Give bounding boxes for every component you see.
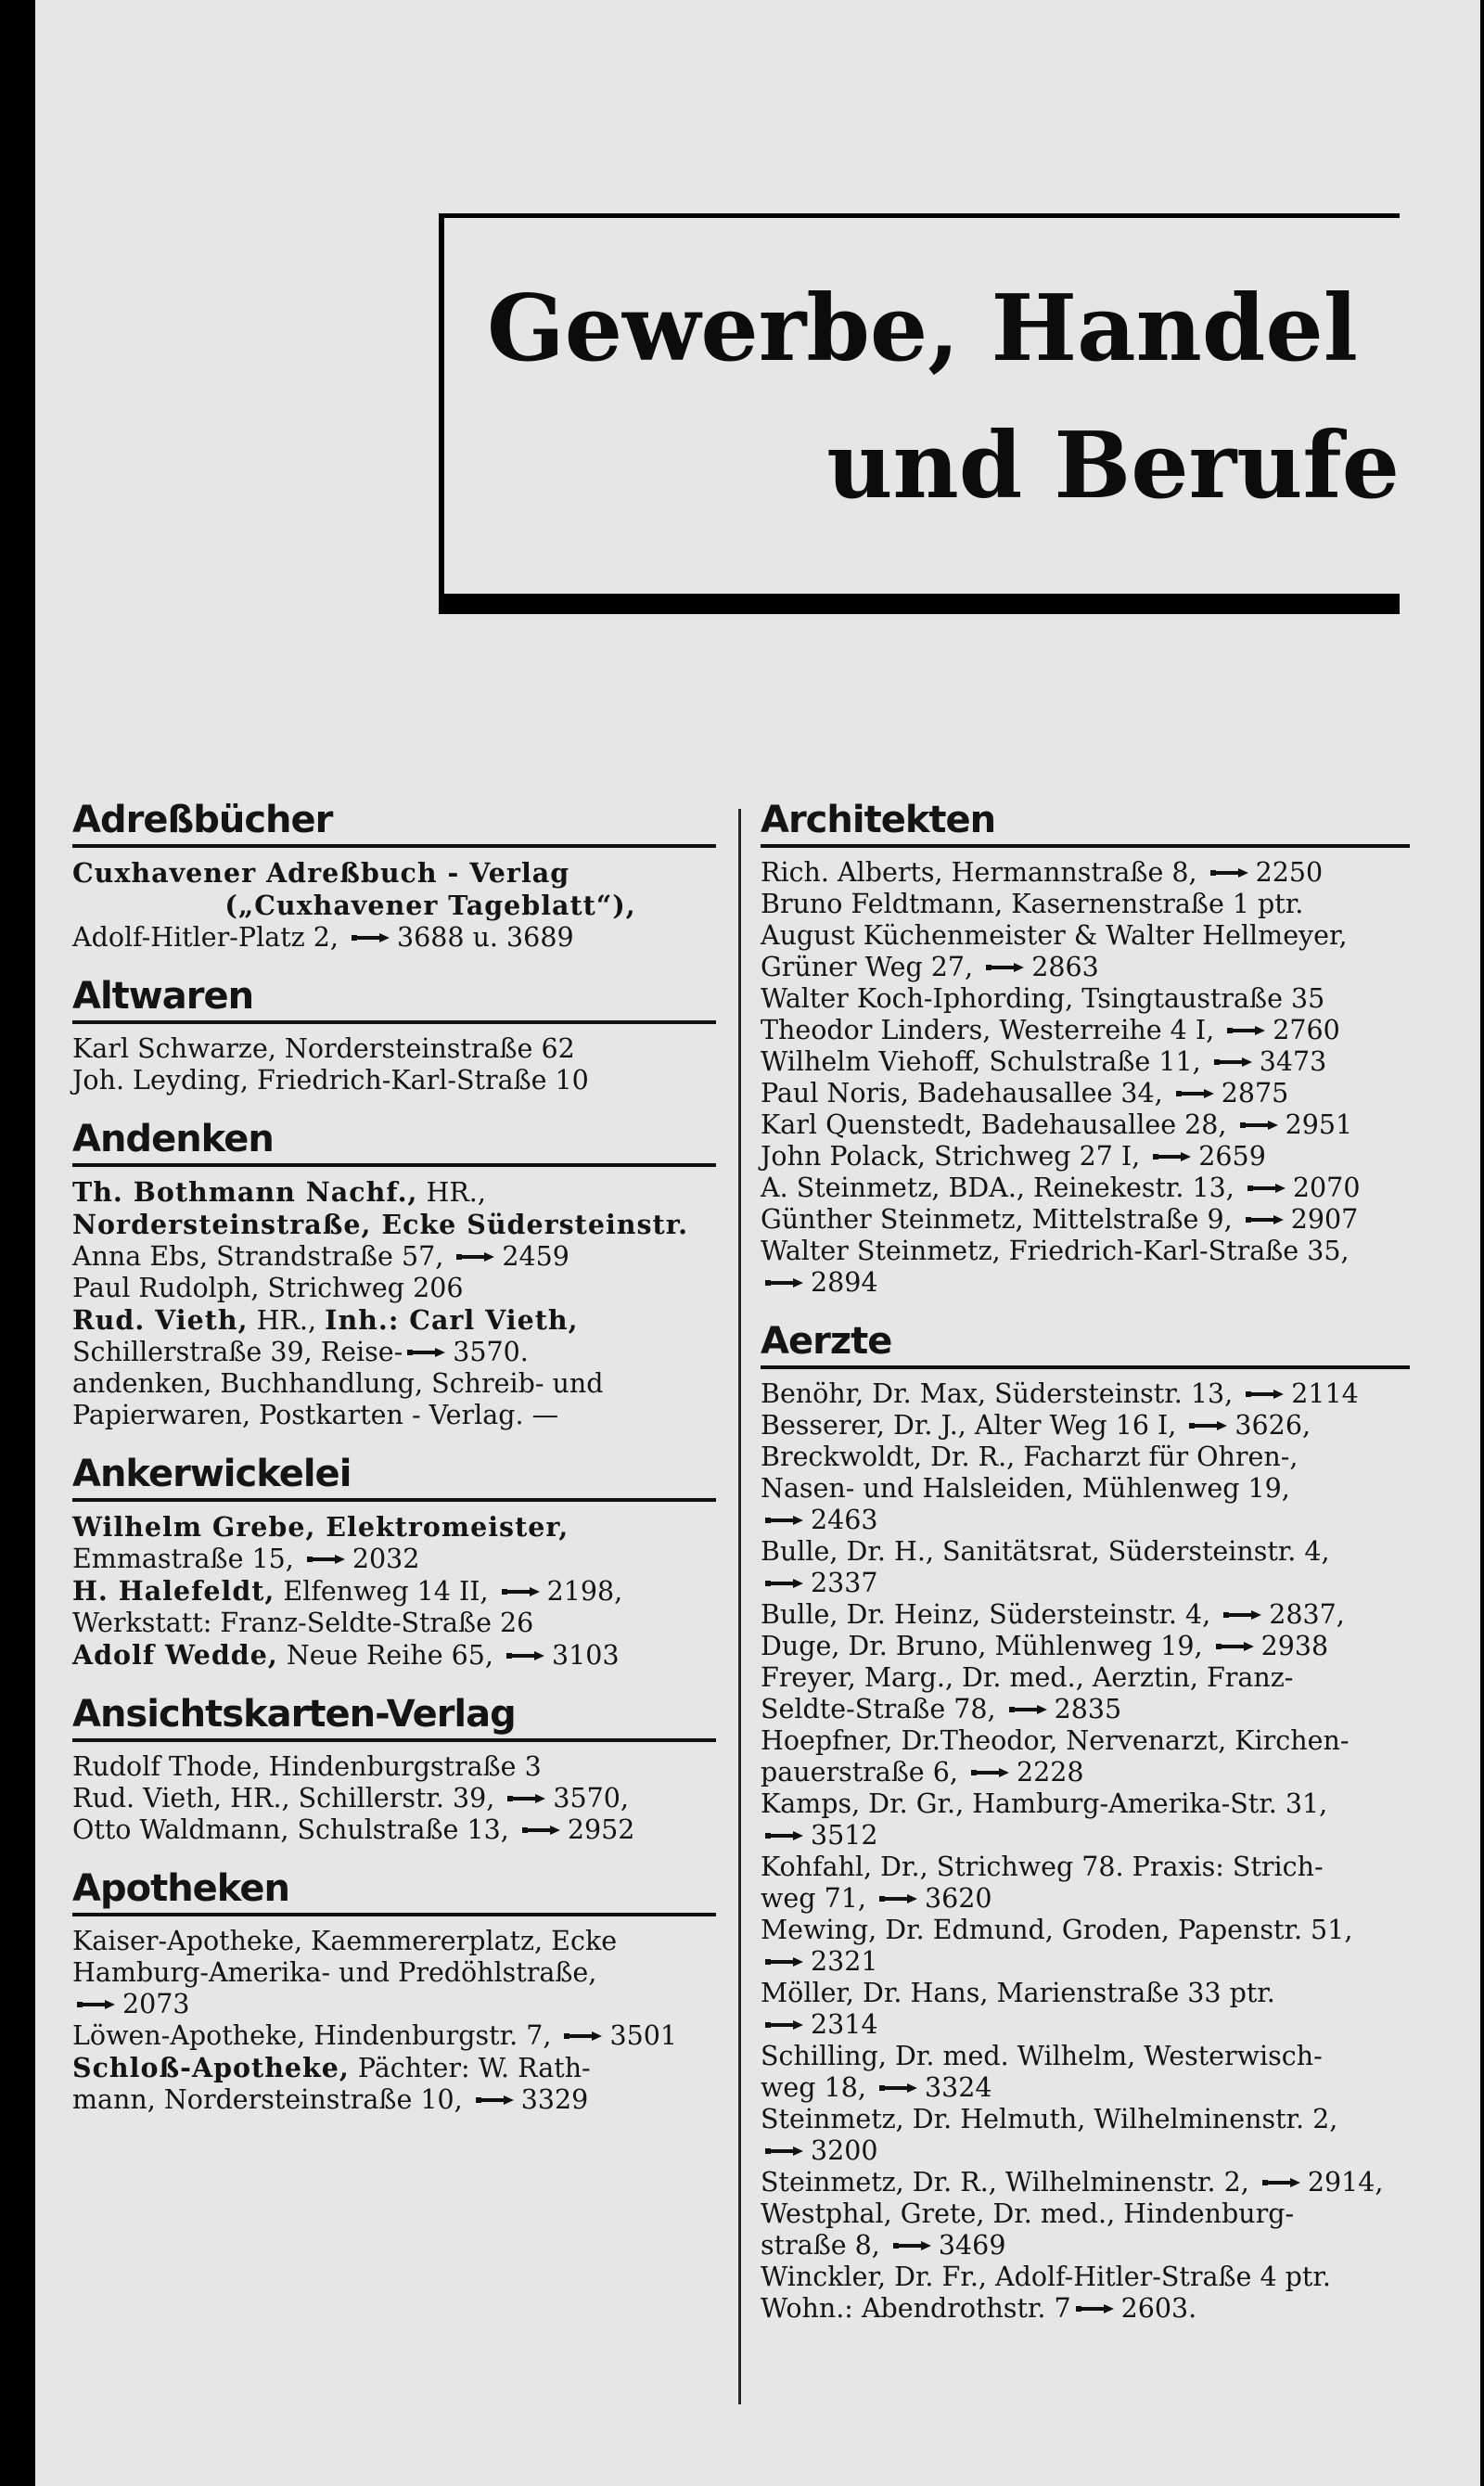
entry-line <box>761 889 1410 920</box>
directory-entry <box>72 1065 716 1096</box>
entry-name: Cuxhavener Adreßbuch - Verlag <box>72 857 570 889</box>
directory-entry <box>72 1241 716 1273</box>
telephone-symbol-icon <box>1261 2176 1302 2189</box>
entry-line <box>122 1989 716 2020</box>
phone-number: 2250 <box>1255 857 1324 888</box>
entry-text: Hamburg-Amerika- und Predöhlstraße, <box>72 1957 597 1988</box>
entry-text: Günther Steinmetz, Mittelstraße 9, <box>761 1204 1241 1235</box>
telephone-symbol-icon <box>985 961 1026 974</box>
entry-line <box>72 1751 716 1783</box>
entry-text: Benöhr, Dr. Max, Südersteinstr. 13, <box>761 1378 1242 1409</box>
entry-line <box>761 1173 1410 1204</box>
phone-number: 3473 <box>1259 1046 1327 1077</box>
phone-number: 3626, <box>1235 1410 1311 1441</box>
entry-line <box>761 1599 1410 1631</box>
section <box>72 974 716 1096</box>
telephone-symbol-icon <box>501 1585 542 1598</box>
entry-text: Rich. Alberts, Hermannstraße 8, <box>761 857 1206 888</box>
directory-entry <box>72 1783 716 1814</box>
telephone-symbol-icon <box>1152 1150 1193 1163</box>
entry-text: Schilling, Dr. med. Wilhelm, Westerwisch- <box>761 2041 1323 2071</box>
directory-entry <box>761 857 1410 889</box>
section-heading: Altwaren <box>72 974 716 1024</box>
entry-line <box>72 1608 716 1639</box>
directory-entry <box>72 1639 716 1672</box>
section <box>761 798 1410 1299</box>
phone-number: 2894 <box>811 1267 878 1298</box>
section-heading: Ankerwickelei <box>72 1452 716 1502</box>
entry-text: Freyer, Marg., Dr. med., Aerztin, Franz- <box>761 1662 1294 1693</box>
directory-entry <box>72 1751 716 1783</box>
entry-text: Paul Rudolph, Strichweg 206 <box>72 1273 464 1303</box>
telephone-symbol-icon <box>878 2082 919 2095</box>
entry-text: Seldte-Straße 78, <box>761 1694 1004 1724</box>
directory-entry <box>761 1631 1410 1662</box>
entry-line <box>72 1176 716 1209</box>
telephone-symbol-icon <box>1245 1213 1286 1226</box>
entry-line <box>72 1544 716 1575</box>
title-box <box>439 213 1400 614</box>
entry-name: („Cuxhavener Tageblatt“), <box>224 890 636 921</box>
entry-line <box>72 1337 716 1368</box>
entry-line <box>761 2262 1410 2293</box>
entry-text: Hoepfner, Dr.Theodor, Nervenarzt, Kirchen- <box>761 1725 1350 1756</box>
entry-line <box>811 2135 1410 2167</box>
entry-line <box>761 857 1410 889</box>
entry-line <box>811 1568 1410 1599</box>
phone-number: 2337 <box>811 1568 878 1598</box>
entry-text: Kamps, Dr. Gr., Hamburg-Amerika-Str. 31, <box>761 1788 1328 1819</box>
directory-entry <box>72 2020 716 2052</box>
directory-entry <box>761 1141 1410 1173</box>
section <box>72 798 716 954</box>
directory-entry <box>72 857 716 954</box>
entry-line <box>761 1236 1410 1267</box>
entry-text: Schillerstraße 39, <box>72 1337 321 1367</box>
telephone-symbol-icon <box>1008 1703 1049 1716</box>
directory-entry <box>761 2198 1410 2262</box>
entry-line <box>72 1065 716 1096</box>
phone-number: 3103 <box>552 1640 620 1671</box>
entry-line <box>761 1015 1410 1046</box>
telephone-symbol-icon <box>76 1998 117 2011</box>
entry-line <box>761 2230 1410 2262</box>
entry-line <box>761 1883 1410 1915</box>
phone-number: 3200 <box>811 2135 878 2166</box>
phone-number: 2875 <box>1221 1078 1289 1108</box>
directory-entry <box>72 1304 716 1431</box>
section <box>761 1319 1410 2325</box>
entry-line <box>761 2104 1410 2135</box>
directory-entry <box>761 1536 1410 1599</box>
directory-entry <box>761 1236 1410 1299</box>
left-column <box>72 798 716 2136</box>
phone-number: 2835 <box>1054 1694 1122 1724</box>
directory-page <box>35 0 1480 2486</box>
entry-line <box>72 2020 716 2052</box>
entry-text: Wohn.: Abendrothstr. 7 <box>761 2293 1071 2324</box>
entry-text: Kohfahl, Dr., Strichweg 78. Praxis: Strich- <box>761 1852 1324 1882</box>
directory-entry <box>761 1599 1410 1631</box>
phone-number: 3501 <box>609 2020 677 2051</box>
right-column <box>761 798 1410 2345</box>
entry-text: Rud. Vieth, HR., Schillerstr. 39, <box>72 1783 504 1813</box>
telephone-symbol-icon <box>764 2145 805 2158</box>
column-divider <box>738 809 741 2404</box>
phone-number: 3469 <box>938 2230 1006 2261</box>
entry-name: H. Halefeldt, <box>72 1575 275 1607</box>
title-line-1: Gewerbe, Handel <box>487 276 1358 382</box>
entry-line <box>761 2167 1410 2198</box>
entry-text: straße 8, <box>761 2230 889 2261</box>
entry-line <box>72 1400 716 1431</box>
phone-number: 3620 <box>924 1883 992 1914</box>
phone-number: 2837, <box>1269 1599 1345 1630</box>
directory-entry <box>72 1033 716 1065</box>
entry-line <box>72 1209 716 1241</box>
entry-line <box>811 1505 1410 1536</box>
entry-line <box>72 1926 716 1957</box>
telephone-symbol-icon <box>406 1346 447 1359</box>
section <box>72 1692 716 1846</box>
phone-number: 2228 <box>1017 1757 1084 1788</box>
directory-entry <box>761 1015 1410 1046</box>
entry-text: Bruno Feldtmann, Kasernenstraße 1 ptr. <box>761 889 1304 919</box>
directory-entry <box>761 1852 1410 1915</box>
entry-line <box>761 2072 1410 2104</box>
directory-entry <box>761 1046 1410 1078</box>
directory-entry <box>761 983 1410 1015</box>
entry-line <box>761 2198 1410 2230</box>
telephone-symbol-icon <box>1245 1388 1286 1401</box>
entry-line <box>761 1694 1410 1725</box>
entry-line <box>761 1852 1410 1883</box>
phone-number: 2070 <box>1292 1173 1361 1203</box>
entry-line <box>761 1788 1410 1820</box>
entry-text: Karl Schwarze, Nordersteinstraße 62 <box>72 1033 575 1064</box>
entry-line <box>811 1820 1410 1852</box>
telephone-symbol-icon <box>892 2239 933 2252</box>
section-heading: Architekten <box>761 798 1410 848</box>
entry-line <box>811 2009 1410 2041</box>
directory-entry <box>72 1575 716 1639</box>
section <box>72 1866 716 2116</box>
entry-line <box>761 1473 1410 1505</box>
telephone-symbol-icon <box>1175 1087 1216 1100</box>
phone-number: 2863 <box>1031 952 1099 982</box>
directory-entry <box>761 1915 1410 1978</box>
entry-line <box>761 1536 1410 1568</box>
directory-entry <box>761 920 1410 983</box>
entry-text: Nasen- und Halsleiden, Mühlenweg 19, <box>761 1473 1290 1504</box>
directory-entry <box>72 1511 716 1575</box>
entry-line <box>72 1241 716 1273</box>
directory-entry <box>761 1662 1410 1725</box>
entry-text: pauerstraße 6, <box>761 1757 966 1788</box>
directory-entry <box>761 1725 1410 1788</box>
entry-line <box>761 1141 1410 1173</box>
telephone-symbol-icon <box>1209 866 1250 879</box>
phone-number: 2073 <box>122 1989 190 2019</box>
telephone-symbol-icon <box>764 1955 805 1968</box>
entry-line <box>811 1946 1410 1978</box>
phone-number: 3512 <box>811 1820 878 1851</box>
phone-number: 2463 <box>811 1505 878 1535</box>
entry-line <box>761 1978 1410 2009</box>
entry-line <box>72 1511 716 1544</box>
phone-number: 2760 <box>1273 1015 1340 1045</box>
directory-entry <box>761 1788 1410 1852</box>
section <box>72 1452 716 1672</box>
directory-entry <box>761 1378 1410 1410</box>
entry-text: Elfenweg 14 II, <box>275 1576 497 1607</box>
entry-text: Paul Noris, Badehausallee 34, <box>761 1078 1171 1108</box>
section-heading: Apotheken <box>72 1866 716 1916</box>
entry-text: John Polack, Strichweg 27 I, <box>761 1141 1149 1172</box>
phone-number: 2951 <box>1285 1109 1353 1140</box>
entry-line <box>761 2041 1410 2072</box>
phone-number: 2603. <box>1120 2293 1197 2324</box>
entry-text: Winckler, Dr. Fr., Adolf-Hitler-Straße 4 ptr. <box>761 2262 1331 2292</box>
entry-line <box>761 983 1410 1015</box>
telephone-symbol-icon <box>764 1276 805 1289</box>
entry-text: Breckwoldt, Dr. R., Facharzt für Ohren-, <box>761 1442 1298 1472</box>
entry-line <box>761 920 1410 952</box>
entry-name: Nordersteinstraße, Ecke Südersteinstr. <box>72 1209 689 1240</box>
entry-line <box>72 2084 716 2116</box>
telephone-symbol-icon <box>1213 1056 1254 1069</box>
entry-text: Pächter: W. Rath- <box>349 2053 591 2083</box>
telephone-symbol-icon <box>764 1829 805 1842</box>
directory-entry <box>761 2104 1410 2167</box>
telephone-symbol-icon <box>351 931 391 944</box>
entry-line <box>761 1631 1410 1662</box>
directory-entry <box>72 2052 716 2116</box>
directory-entry <box>761 1442 1410 1536</box>
directory-entry <box>761 1078 1410 1109</box>
entry-text: Werkstatt: Franz-Seldte-Straße 26 <box>72 1608 534 1638</box>
entry-text: Reise- <box>320 1337 403 1367</box>
phone-number: 2659 <box>1198 1141 1266 1172</box>
entry-text: Walter Koch-Iphording, Tsingtaustraße 35 <box>761 983 1325 1014</box>
entry-text: August Küchenmeister & Walter Hellmeyer, <box>761 920 1348 951</box>
entry-line <box>761 1410 1410 1442</box>
directory-entry <box>761 2041 1410 2104</box>
telephone-symbol-icon <box>878 1892 919 1905</box>
phone-number: 2952 <box>567 1814 635 1845</box>
phone-number: 2459 <box>502 1241 569 1272</box>
phone-number: 2114 <box>1291 1378 1359 1409</box>
entry-line <box>761 2293 1410 2325</box>
phone-number: 2198, <box>546 1576 623 1607</box>
directory-entry <box>761 2167 1410 2198</box>
entry-text: Möller, Dr. Hans, Marienstraße 33 ptr. <box>761 1978 1275 2008</box>
entry-name: Th. Bothmann Nachf., <box>72 1176 418 1208</box>
telephone-symbol-icon <box>764 1577 805 1590</box>
entry-line <box>761 1662 1410 1694</box>
phone-number: 3324 <box>924 2072 992 2103</box>
telephone-symbol-icon <box>764 1514 805 1527</box>
entry-text: Grüner Weg 27, <box>761 952 982 982</box>
entry-name: Schloß-Apotheke, <box>72 2052 350 2083</box>
entry-line <box>761 1204 1410 1236</box>
directory-entry <box>72 1273 716 1304</box>
phone-number: 3570. <box>453 1337 529 1367</box>
entry-text: Steinmetz, Dr. R., Wilhelminenstr. 2, <box>761 2167 1258 2198</box>
directory-entry <box>761 1978 1410 2041</box>
entry-line <box>761 1442 1410 1473</box>
directory-entry <box>761 1204 1410 1236</box>
entry-name: Rud. Vieth, <box>72 1304 249 1336</box>
entry-line <box>761 1078 1410 1109</box>
section-heading: Adreßbücher <box>72 798 716 848</box>
entry-name: Wilhelm Grebe, Elektromeister, <box>72 1511 569 1543</box>
entry-line <box>72 1957 716 1989</box>
phone-number: 2907 <box>1290 1204 1359 1235</box>
telephone-symbol-icon <box>475 2094 516 2107</box>
entry-line <box>761 1109 1410 1141</box>
entry-text: Duge, Dr. Bruno, Mühlenweg 19, <box>761 1631 1211 1661</box>
entry-line <box>72 1575 716 1608</box>
entry-text: Theodor Linders, Westerreihe 4 I, <box>761 1015 1223 1045</box>
telephone-symbol-icon <box>306 1553 347 1566</box>
entry-text: Mewing, Dr. Edmund, Groden, Papenstr. 51, <box>761 1915 1353 1945</box>
directory-entry <box>72 1814 716 1846</box>
entry-text: Adolf-Hitler-Platz 2, <box>72 922 347 953</box>
phone-number: 2321 <box>811 1946 878 1977</box>
section-heading: Ansichtskarten-Verlag <box>72 1692 716 1742</box>
entry-name: Inh.: Carl Vieth, <box>325 1304 579 1336</box>
telephone-symbol-icon <box>1215 1640 1256 1653</box>
entry-text: Otto Waldmann, Schulstraße 13, <box>72 1814 518 1845</box>
entry-text: mann, Nordersteinstraße 10, <box>72 2084 471 2115</box>
entry-name: Adolf Wedde, <box>72 1639 278 1671</box>
entry-text: andenken, Buchhandlung, Schreib- und <box>72 1368 604 1399</box>
entry-line <box>72 922 716 954</box>
section-heading: Andenken <box>72 1117 716 1167</box>
telephone-symbol-icon <box>455 1250 496 1263</box>
entry-text: Löwen-Apotheke, Hindenburgstr. 7, <box>72 2020 560 2051</box>
phone-number: 3570, <box>553 1783 629 1813</box>
entry-text: Emmastraße 15, <box>72 1544 302 1574</box>
entry-line <box>72 1639 716 1672</box>
directory-entry <box>761 1173 1410 1204</box>
entry-line <box>761 1757 1410 1788</box>
directory-entry <box>72 1176 716 1241</box>
telephone-symbol-icon <box>1075 2302 1116 2315</box>
section-heading: Aerzte <box>761 1319 1410 1369</box>
entry-text: Steinmetz, Dr. Helmuth, Wilhelminenstr. 2, <box>761 2104 1338 2134</box>
phone-number: 3688 u. 3689 <box>396 922 574 953</box>
entry-text: Bulle, Dr. H., Sanitätsrat, Südersteinstr. 4, <box>761 1536 1330 1567</box>
entry-text: Anna Ebs, Strandstraße 57, <box>72 1241 453 1272</box>
entry-text: HR., <box>417 1177 486 1208</box>
entry-line <box>72 1273 716 1304</box>
entry-text: Walter Steinmetz, Friedrich-Karl-Straße 35, <box>761 1236 1350 1266</box>
telephone-symbol-icon <box>764 2018 805 2031</box>
directory-entry <box>761 1109 1410 1141</box>
title-line-2: und Berufe <box>826 413 1400 519</box>
section <box>72 1117 716 1431</box>
entry-text: Wilhelm Viehoff, Schulstraße 11, <box>761 1046 1209 1077</box>
entry-text: weg 18, <box>761 2072 875 2103</box>
entry-text: A. Steinmetz, BDA., Reinekestr. 13, <box>761 1173 1243 1203</box>
entry-line <box>761 1378 1410 1410</box>
telephone-symbol-icon <box>1239 1119 1280 1132</box>
entry-text: Westphal, Grete, Dr. med., Hindenburg- <box>761 2198 1295 2229</box>
entry-text: Neue Reihe 65, <box>277 1640 503 1671</box>
entry-line <box>72 2052 716 2084</box>
phone-number: 2914, <box>1307 2167 1384 2198</box>
entry-line <box>761 1725 1410 1757</box>
entry-text: Bulle, Dr. Heinz, Südersteinstr. 4, <box>761 1599 1220 1630</box>
entry-text: Papierwaren, Postkarten - Verlag. — <box>72 1400 559 1430</box>
entry-line <box>72 857 716 890</box>
entry-line <box>72 1814 716 1846</box>
entry-text: Karl Quenstedt, Badehausallee 28, <box>761 1109 1235 1140</box>
directory-entry <box>761 889 1410 920</box>
telephone-symbol-icon <box>563 2030 604 2043</box>
telephone-symbol-icon <box>970 1766 1011 1779</box>
directory-entry <box>761 1410 1410 1442</box>
directory-entry <box>72 1926 716 2020</box>
telephone-symbol-icon <box>1188 1419 1229 1432</box>
entry-text: Kaiser-Apotheke, Kaemmererplatz, Ecke <box>72 1926 618 1956</box>
entry-text: HR., <box>248 1305 326 1336</box>
entry-line <box>72 1783 716 1814</box>
phone-number: 2032 <box>352 1544 420 1574</box>
entry-line <box>72 1368 716 1400</box>
phone-number: 3329 <box>520 2084 589 2115</box>
telephone-symbol-icon <box>506 1792 547 1805</box>
entry-line <box>761 1915 1410 1946</box>
phone-number: 2314 <box>811 2009 878 2040</box>
entry-line <box>811 1267 1410 1299</box>
entry-text: Besserer, Dr. J., Alter Weg 16 I, <box>761 1410 1185 1441</box>
telephone-symbol-icon <box>505 1649 546 1662</box>
telephone-symbol-icon <box>1222 1608 1263 1621</box>
entry-line <box>761 1046 1410 1078</box>
entry-line <box>72 1033 716 1065</box>
phone-number: 2938 <box>1260 1631 1329 1661</box>
telephone-symbol-icon <box>1247 1182 1287 1195</box>
entry-line <box>72 1304 716 1337</box>
directory-entry <box>761 2262 1410 2325</box>
telephone-symbol-icon <box>521 1824 562 1837</box>
entry-line <box>145 890 716 922</box>
entry-line <box>761 952 1410 983</box>
entry-text: Rudolf Thode, Hindenburgstraße 3 <box>72 1751 542 1782</box>
telephone-symbol-icon <box>1226 1024 1267 1037</box>
entry-text: Joh. Leyding, Friedrich-Karl-Straße 10 <box>72 1065 589 1096</box>
entry-text: weg 71, <box>761 1883 875 1914</box>
